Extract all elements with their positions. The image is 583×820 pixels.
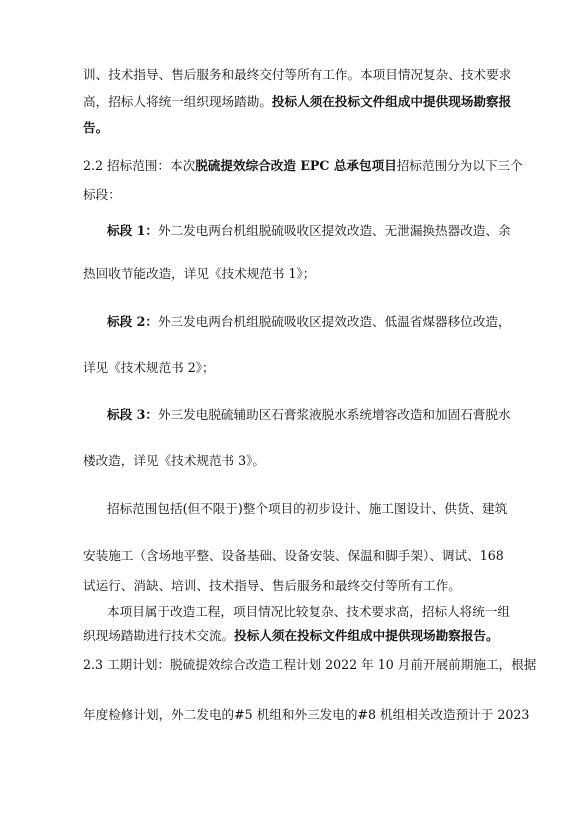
lot-1-label: 标段 1： [107, 223, 158, 238]
lot-3-item [107, 406, 511, 424]
lot-2-item [107, 313, 511, 331]
lot-3-text: 外三发电脱硫辅助区石膏浆液脱水系统增容改造和加固石膏脱水 [157, 407, 511, 422]
lot-1-text: 外二发电两台机组脱硫吸收区提效改造、无泄漏换热器改造、余 [157, 223, 511, 238]
paragraph-line: 训、技术指导、售后服务和最终交付等所有工作。本项目情况复杂、技术要求 [83, 67, 512, 82]
paragraph-line: 楼改造，详见《技术规范书 3》。 [83, 453, 266, 468]
paragraph-line: 详见《技术规范书 2》； [83, 360, 215, 375]
plain-text: 高，招标人将统一组织现场踏勘。 [83, 94, 272, 109]
section-prefix: 2.2 招标范围：本次 [83, 158, 196, 173]
paragraph-line: 热回收节能改造，详见《技术规范书 1》； [83, 266, 316, 281]
paragraph-line: 试运行、消缺、培训、技术指导、售后服务和最终交付等所有工作。 [83, 578, 461, 593]
bold-requirement-text: 告。 [83, 120, 109, 135]
plain-text: 织现场踏勘进行技术交流。 [83, 628, 235, 643]
section-suffix: 招标范围分为以下三个 [396, 158, 523, 173]
paragraph-line: 安装施工（含场地平整、设备基础、设备安装、保温和脚手架）、调试、168 [83, 548, 504, 563]
section-2-2-heading [83, 157, 523, 175]
paragraph-line: 招标范围包括(但不限于)整个项目的初步设计、施工图设计、供货、建筑 [107, 501, 508, 516]
paragraph-line [83, 627, 499, 645]
paragraph-line: 本项目属于改造工程，项目情况比较复杂、技术要求高，招标人将统一组 [107, 604, 510, 619]
paragraph-line: 标段： [83, 187, 121, 202]
bold-requirement-text: 投标人须在投标文件组成中提供现场勘察报 [271, 94, 512, 109]
section-2-3-heading: 2.3 工期计划：脱硫提效综合改造工程计划 2022 年 10 月前开展前期施工，根据 [83, 657, 537, 672]
bold-requirement-text: 投标人须在投标文件组成中提供现场勘察报告。 [234, 628, 499, 643]
lot-1-item [107, 222, 511, 240]
lot-3-label: 标段 3： [107, 407, 158, 422]
lot-2-text: 外三发电两台机组脱硫吸收区提效改造、低温省煤器移位改造， [157, 314, 511, 329]
paragraph-line: 年度检修计划，外二发电的#5 机组和外三发电的#8 机组相关改造预计于 2023 [83, 707, 530, 722]
paragraph-line [83, 93, 511, 111]
lot-2-label: 标段 2： [107, 314, 158, 329]
project-name: 脱硫提效综合改造 EPC 总承包项目 [195, 158, 397, 173]
